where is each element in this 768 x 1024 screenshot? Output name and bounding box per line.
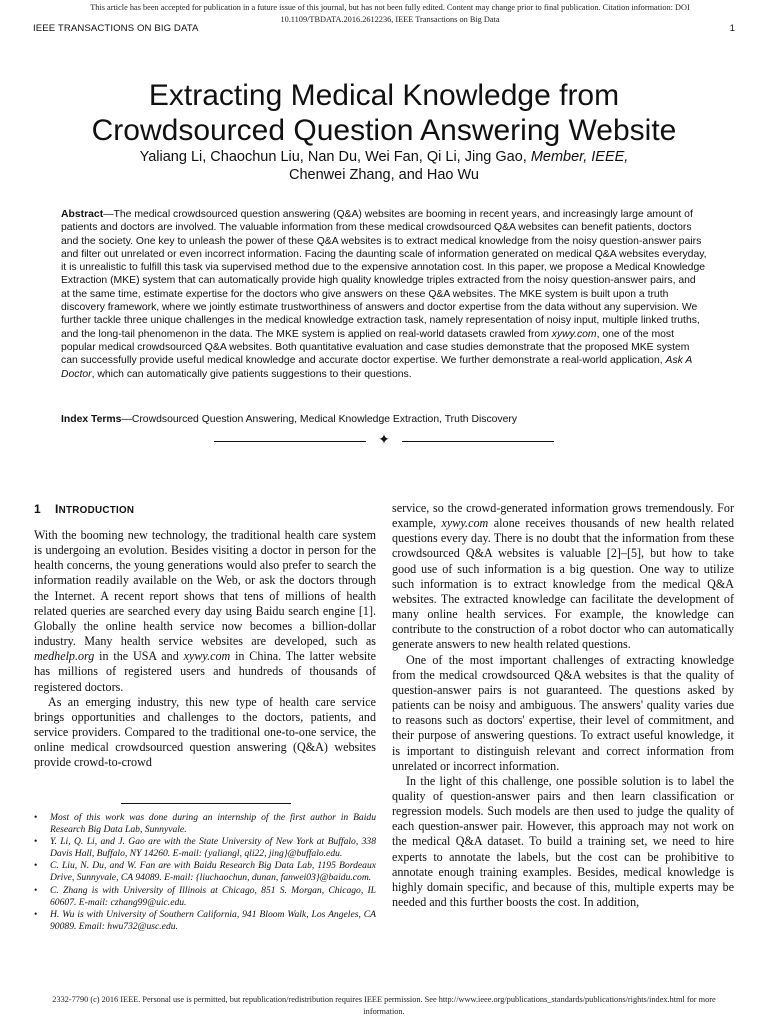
author-list bbox=[60, 148, 708, 184]
index-terms bbox=[61, 413, 707, 426]
section-title-initial: I bbox=[54, 502, 59, 516]
intro-p1-text-c: in China. The latter website has millions of registered users and hundreds of thousands of registered doctors. bbox=[34, 649, 376, 694]
footnotes bbox=[34, 812, 376, 933]
index-terms-text: —Crowdsourced Question Answering, Medical Knowledge Extraction, Truth Discovery bbox=[121, 414, 518, 425]
right-paragraph-3: In the light of this challenge, one possible solution is to label the quality of question-answer pairs and then learn classification or regression models. Such models are then used to judge the quality of each question-answer pair. However, this approach may not work on the medical Q&A dataset. To build a training set, we need to hire experts to annotate the labels, but the cost can be prohibitive to annotate enough training examples. Besides, medical knowledge is highly domain specific, and because of this, multiple experts may be needed and this further boosts the cost. In addition, bbox=[392, 773, 734, 910]
divider-ornament-icon: ✦ bbox=[378, 433, 390, 448]
site-xywy-right: xywy.com bbox=[441, 516, 489, 531]
section-title-rest: NTRODUCTION bbox=[58, 505, 135, 516]
intro-paragraph-2: As an emerging industry, this new type of health care service brings opportunities and challenges to the doctors, patients, and service providers. Compared to the traditional one-to-one service, the online medical crowdsourced question answering (Q&A) websites provide crowd-to-crowd bbox=[34, 694, 376, 770]
footnote-item bbox=[34, 812, 376, 836]
right-paragraph-2: One of the most important challenges of extracting knowledge from the medical crowdsourced Q&A websites is that the quality of question-answer pairs is not guaranteed. The questions asked by patients can be noisy and ambiguous. The answers' quality varies due to reasons such as doctors' expertise, their level of commitment, and their purpose of answering questions. To extract useful knowledge, it is important to distinguish relevant and correct information from unrelated or incorrect information. bbox=[392, 652, 734, 773]
authors-line-2: Chenwei Zhang, and Hao Wu bbox=[289, 167, 479, 183]
title-line-1: Extracting Medical Knowledge from bbox=[148, 79, 620, 113]
footnote-text: H. Wu is with University of Southern California, 941 Bloom Walk, Los Angeles, CA 90089. Email: hwu732@usc.edu. bbox=[50, 908, 376, 932]
abstract bbox=[61, 208, 707, 381]
paper-title bbox=[20, 78, 748, 148]
bullet-icon: • bbox=[34, 908, 38, 920]
footnote-item bbox=[34, 909, 376, 933]
abstract-text-1: —The medical crowdsourced question answering (Q&A) websites are booming in recent years, and increasingly large amount of patients and doctors are involved. The valuable information from these medical crowdsourced Q&A websites can benefit patients, doctors and the society. One key to unleash the power of these Q&A websites is to extract medical knowledge from the noisy question-answer pairs and filter out unrelated or even incorrect information. Facing the daunting scale of information generated on medical Q&A websites everyday, it is unrealistic to fulfill this task via supervised method due to the expensive annotation cost. In this paper, we propose a Medical Knowledge Extraction (MKE) system that can automatically provide high quality knowledge triples extracted from the noisy question-answer pairs, and at the same time, estimate expertise for the doctors who give answers on these Q&A websites. The MKE system is built upon a truth discovery framework, where we jointly estimate trustworthiness of answers and doctor expertise from the data without any supervision. We further tackle three unique challenges in the medical knowledge extraction task, namely representation of noisy input, multiple linked truths, and the long-tail phenomenon in the data. The MKE system is applied on real-world datasets crawled from bbox=[61, 209, 707, 340]
abstract-text-3: , which can automatically give patients suggestions to their questions. bbox=[91, 368, 412, 380]
section-number: 1 bbox=[34, 502, 41, 516]
bullet-icon: • bbox=[34, 836, 38, 848]
right-paragraph-1 bbox=[392, 501, 734, 653]
footer-line-2: information. bbox=[363, 1007, 405, 1016]
divider-line-left bbox=[214, 441, 366, 442]
notice-line-1: This article has been accepted for publication in a future issue of this journal, but has not been fully edited. Content may change prior to final publication. Citation information: DOI bbox=[90, 3, 690, 12]
journal-name: IEEE TRANSACTIONS ON BIG DATA bbox=[33, 23, 199, 34]
member-designation: Member, IEEE, bbox=[530, 149, 629, 165]
footnote-list bbox=[34, 812, 376, 933]
intro-paragraph-1 bbox=[34, 528, 376, 695]
footnote-item bbox=[34, 860, 376, 884]
site-medhelp: medhelp.org bbox=[34, 649, 95, 664]
divider-line-right bbox=[402, 441, 554, 442]
abstract-site: xywy.com bbox=[551, 328, 597, 340]
footnote-text: Most of this work was done during an internship of the first author in Baidu Research Big Data Lab, Sunnyvale. bbox=[50, 812, 376, 836]
footnote-text: C. Liu, N. Du, and W. Fan are with Baidu Research Big Data Lab, 1195 Bordeaux Drive, Sunnyvale, CA 94089. E-mail: {liuchaochun, dunan, fanwei03}@baidu.com. bbox=[50, 860, 376, 884]
index-terms-label: Index Terms bbox=[61, 414, 122, 425]
section-divider bbox=[214, 433, 554, 449]
page-number: 1 bbox=[729, 23, 735, 34]
footnote-text: Y. Li, Q. Li, and J. Gao are with the State University of New York at Buffalo, 338 Davis Hall, Buffalo, NY 14260. E-mail: {yaliangl, qli22, jing}@buffalo.edu. bbox=[50, 836, 376, 860]
abstract-label: Abstract bbox=[61, 209, 104, 220]
site-xywy: xywy.com bbox=[183, 649, 231, 664]
copyright-footer bbox=[20, 994, 748, 1018]
intro-p1-text-a: With the booming new technology, the traditional health care system is undergoing an evolution. Besides visiting a doctor in person for the health concerns, the young generations would also prefer to search the information readily available on the Web, or ask the doctors through the Internet. A recent report shows that tens of millions of health related queries are searched every day using Baidu search engine [1]. Globally the online health service now becomes a billion-dollar industry. Many health service websites are developed, such as bbox=[34, 528, 376, 649]
right-p1-text-a: service, so the crowd-generated information grows tremendously. For example, bbox=[392, 501, 734, 531]
notice-line-2: 10.1109/TBDATA.2016.2612236, IEEE Transactions on Big Data bbox=[280, 14, 500, 24]
authors-line-1: Yaliang Li, Chaochun Liu, Nan Du, Wei Fan, Qi Li, Jing Gao, bbox=[139, 149, 531, 165]
abstract-text-2: , one of the most popular medical crowdsourced Q&A websites. Both quantitative evaluation and case studies demonstrate that the proposed MKE system can successfully provide useful medical knowledge and accurate doctor expertise. We further demonstrate a real-world application, bbox=[61, 328, 690, 367]
right-p1-text-b: alone receives thousands of new health related questions every day. There is no doubt that the information from these crowdsourced Q&A websites is valuable [2]–[5], but how to take good use of such information is a big question. One way to utilize such information is to extract knowledge from the medical Q&A websites. The extracted knowledge can facilitate the development of many online health services. For example, the knowledge can contribute to the construction of a robot doctor who can automatically generate answers to new health related questions. bbox=[392, 516, 734, 652]
footnote-rule bbox=[121, 803, 291, 804]
bullet-icon: • bbox=[34, 812, 38, 823]
section-heading bbox=[34, 502, 134, 516]
footnote-item bbox=[34, 836, 376, 860]
footnote-item bbox=[34, 885, 376, 909]
intro-p1-text-b: in the USA and bbox=[94, 649, 184, 664]
bullet-icon: • bbox=[34, 860, 38, 872]
footer-line-1: 2332-7790 (c) 2016 IEEE. Personal use is permitted, but republication/redistribution requires IEEE permission. See http://www.ieee.org/publications_standards/publications/rights/index.html for more bbox=[52, 995, 716, 1004]
abstract-app-name: Ask A Doctor bbox=[61, 355, 692, 380]
footnote-text: C. Zhang is with University of Illinois at Chicago, 851 S. Morgan, Chicago, IL 60607. E-mail: czhang99@uic.edu. bbox=[50, 884, 376, 908]
bullet-icon: • bbox=[34, 884, 38, 896]
left-column bbox=[34, 528, 376, 771]
title-line-2: Crowdsourced Question Answering Website bbox=[91, 114, 677, 148]
publication-notice bbox=[40, 2, 740, 25]
right-column bbox=[392, 501, 734, 910]
